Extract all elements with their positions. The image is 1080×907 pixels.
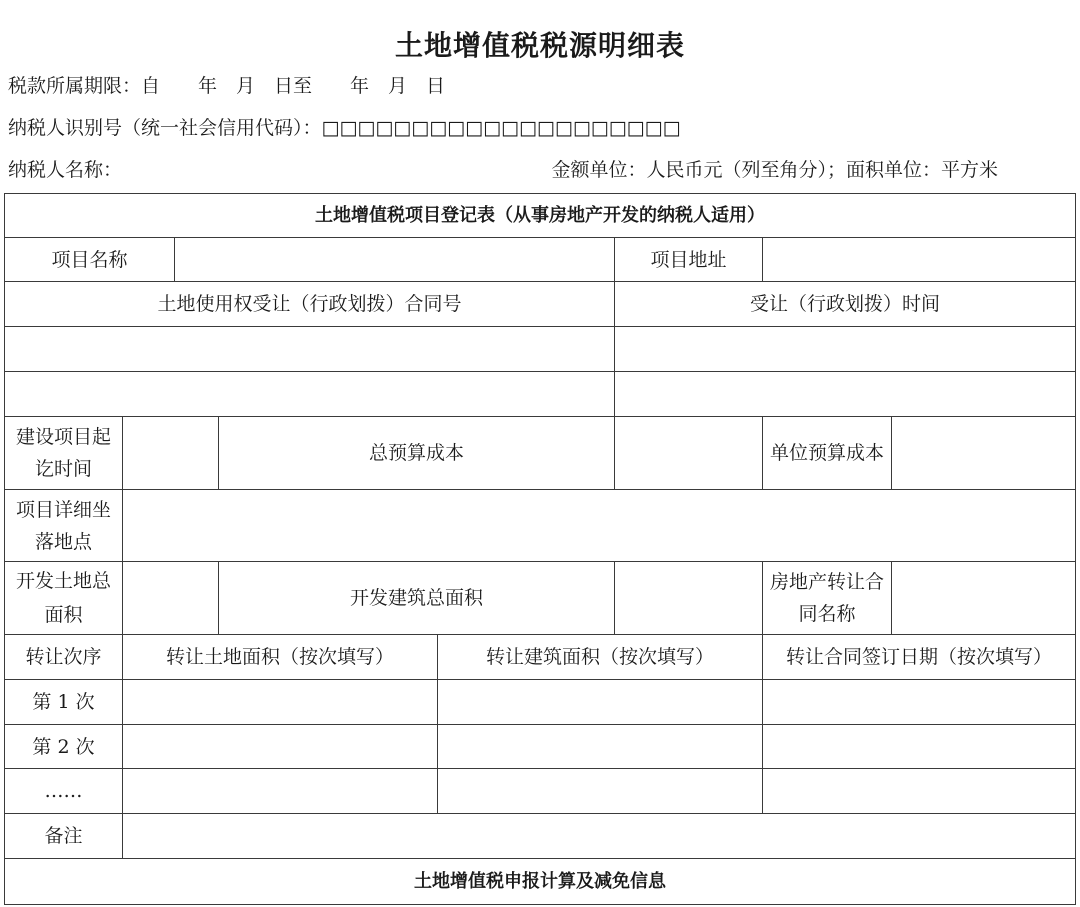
sign-date-cell[interactable]	[763, 680, 1076, 725]
remarks-label: 备注	[5, 814, 123, 859]
building-area-cell[interactable]	[438, 680, 763, 725]
col-header-building-area: 转让建筑面积（按次填写）	[438, 635, 763, 680]
land-area-label: 开发土地总面积	[5, 562, 123, 635]
project-name-value[interactable]	[175, 238, 615, 282]
land-area-cell[interactable]	[123, 680, 438, 725]
contract-no-value-1[interactable]	[5, 327, 615, 372]
remarks-value[interactable]	[123, 814, 1076, 859]
contract-no-value-2[interactable]	[5, 372, 615, 417]
taxpayer-name-label: 纳税人名称：	[8, 159, 123, 181]
col-header-order: 转让次序	[5, 635, 123, 680]
table-row	[5, 725, 1076, 769]
land-area-value[interactable]	[123, 562, 219, 635]
total-budget-label: 总预算成本	[219, 417, 615, 490]
building-area-value[interactable]	[615, 562, 763, 635]
table-row	[5, 680, 1076, 725]
unit-budget-label: 单位预算成本	[763, 417, 892, 490]
building-area-cell[interactable]	[438, 769, 763, 814]
construction-period-label: 建设项目起讫时间	[5, 417, 123, 490]
building-area-label: 开发建筑总面积	[219, 562, 615, 635]
contract-no-label: 土地使用权受让（行政划拨）合同号	[5, 282, 615, 327]
contract-name-label: 房地产转让合同名称	[763, 562, 892, 635]
registration-table	[4, 193, 1076, 905]
table-row	[5, 769, 1076, 814]
contract-name-value[interactable]	[892, 562, 1076, 635]
transfer-time-value-2[interactable]	[615, 372, 1076, 417]
project-address-value[interactable]	[763, 238, 1076, 282]
building-area-cell[interactable]	[438, 725, 763, 769]
col-header-sign-date: 转让合同签订日期（按次填写）	[763, 635, 1076, 680]
unit-budget-value[interactable]	[892, 417, 1076, 490]
project-name-label: 项目名称	[5, 238, 175, 282]
project-address-label: 项目地址	[615, 238, 763, 282]
row-label: ……	[5, 769, 123, 814]
calc-section-title: 土地增值税申报计算及减免信息	[5, 859, 1076, 905]
row-label: 第 2 次	[5, 725, 123, 769]
location-value[interactable]	[123, 490, 1076, 562]
unit-note: 金额单位：人民币元（列至角分）；面积单位：平方米	[551, 159, 998, 181]
row-label: 第 1 次	[5, 680, 123, 725]
land-area-cell[interactable]	[123, 769, 438, 814]
sign-date-cell[interactable]	[763, 769, 1076, 814]
taxpayer-id-line: 纳税人识别号（统一社会信用代码）：□□□□□□□□□□□□□□□□□□□□	[8, 117, 681, 139]
col-header-land-area: 转让土地面积（按次填写）	[123, 635, 438, 680]
sign-date-cell[interactable]	[763, 725, 1076, 769]
transfer-time-label: 受让（行政划拨）时间	[615, 282, 1076, 327]
location-label: 项目详细坐落地点	[5, 490, 123, 562]
transfer-time-value-1[interactable]	[615, 327, 1076, 372]
tax-period-line: 税款所属期限：自 年 月 日至 年 月 日	[8, 75, 446, 97]
construction-period-value[interactable]	[123, 417, 219, 490]
land-area-cell[interactable]	[123, 725, 438, 769]
page-title: 土地增值税税源明细表	[394, 29, 685, 62]
total-budget-value[interactable]	[615, 417, 763, 490]
section-title: 土地增值税项目登记表（从事房地产开发的纳税人适用）	[5, 194, 1076, 238]
